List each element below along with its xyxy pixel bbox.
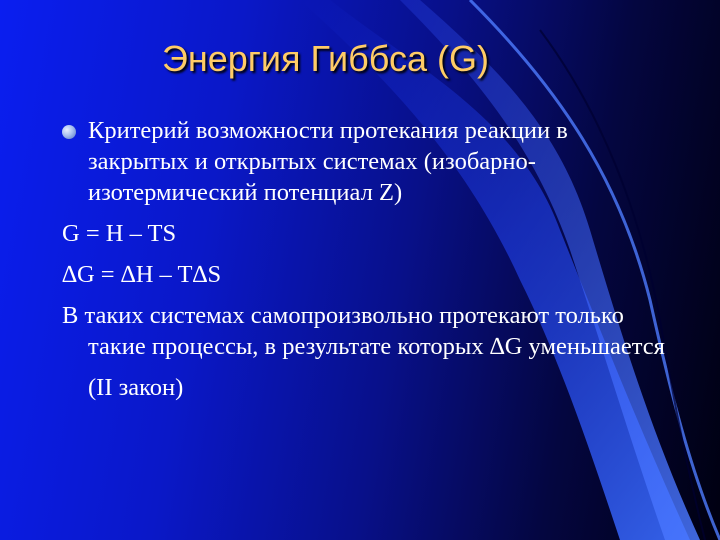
bullet-dot-icon [62,125,76,139]
equation-delta-gibbs: ∆G = ∆H – T∆S [62,261,222,288]
bullet-text: Критерий возможности протекания реакции в закрытых и открытых системах (изобарно-изотермический потенциал Z) [88,117,568,206]
bullet-item [62,115,672,208]
equation-gibbs: G = H – TS [62,220,177,247]
slide-content [62,115,672,413]
law-note: (II закон) [88,374,184,401]
slide-title: Энергия Гиббса (G) [162,38,489,79]
spontaneity-statement: В таких системах самопроизвольно протекают только такие процессы, в результате которых ∆G уменьшается [62,302,665,360]
